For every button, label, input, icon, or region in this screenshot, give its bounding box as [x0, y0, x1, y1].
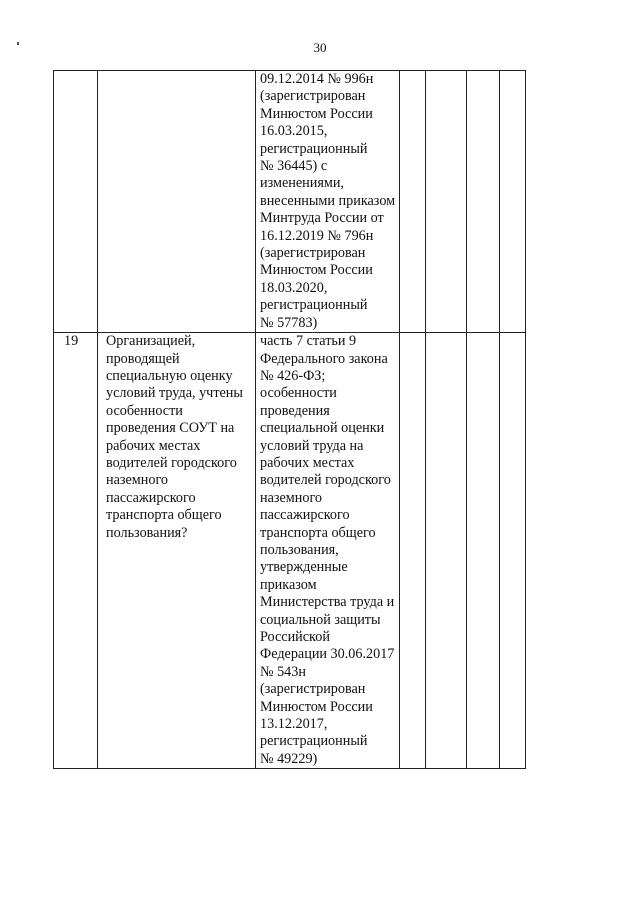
- page-number: 30: [313, 40, 327, 55]
- reference-line: изменениями,: [260, 175, 344, 192]
- empty-cell: [467, 333, 500, 769]
- reference-line: социальной защиты: [260, 611, 381, 628]
- reference-line: (зарегистрирован: [260, 681, 366, 698]
- reference-line: транспорта общего: [260, 524, 376, 541]
- question-line: наземного: [106, 472, 169, 489]
- question-line: проведения СОУТ на: [106, 420, 235, 437]
- empty-cell: [467, 71, 500, 333]
- reference-line: (зарегистрирован: [260, 245, 366, 262]
- reference-line: 16.12.2019 № 796н: [260, 227, 374, 244]
- question-line: пользования?: [106, 524, 188, 541]
- reference-line: внесенными приказом: [260, 192, 396, 209]
- empty-cell: [500, 71, 526, 333]
- question-line: условий труда, учтены: [106, 385, 243, 402]
- reference-line: регистрационный: [260, 297, 368, 314]
- reference-line: проведения: [260, 402, 330, 419]
- reference-line: регистрационный: [260, 140, 368, 157]
- reference-line: рабочих местах: [260, 454, 355, 471]
- reference-line: Минюстом России: [260, 698, 373, 715]
- reference-line: Федерации 30.06.2017: [260, 646, 395, 663]
- reference-line: Минюстом России: [260, 262, 373, 279]
- reference-line: 13.12.2017,: [260, 716, 328, 733]
- reference-line: наземного: [260, 489, 323, 506]
- reference-line: специальной оценки: [260, 420, 385, 437]
- reference-line: Российской: [260, 629, 330, 645]
- empty-cell: [426, 71, 467, 333]
- reference-line: регистрационный: [260, 733, 368, 750]
- empty-cell: [500, 333, 526, 769]
- reference-line: особенности: [260, 385, 337, 402]
- table-row-19: [54, 333, 526, 769]
- row-number-cell: 19: [54, 333, 98, 769]
- reference-line: № 426-ФЗ;: [260, 367, 326, 384]
- question-line: Организацией,: [106, 333, 196, 350]
- reference-line: № 36445) с: [260, 158, 328, 175]
- empty-cell: [426, 333, 467, 769]
- empty-cell: [400, 333, 426, 769]
- reference-line: пассажирского: [260, 507, 350, 524]
- question-line: пассажирского: [106, 489, 196, 506]
- reference-line: (зарегистрирован: [260, 88, 366, 105]
- reference-line: Минтруда России от: [260, 210, 384, 227]
- reference-line: № 543н: [260, 663, 306, 680]
- reference-line: Минюстом России: [260, 105, 373, 122]
- question-cell: [98, 333, 256, 769]
- reference-line: пользования,: [260, 541, 339, 558]
- reference-cell: [256, 71, 400, 333]
- reference-line: № 57783): [260, 314, 318, 331]
- reference-line: 16.03.2015,: [260, 123, 328, 140]
- checklist-table: [53, 70, 526, 769]
- empty-cell: [400, 71, 426, 333]
- question-line: особенности: [106, 402, 183, 419]
- question-line: транспорта общего: [106, 507, 222, 524]
- reference-line: приказом: [260, 576, 317, 593]
- reference-line: утвержденные: [260, 559, 348, 576]
- reference-line: Федерального закона: [260, 350, 388, 367]
- question-cell: [98, 71, 256, 333]
- row-number-cell: [54, 71, 98, 333]
- reference-line: часть 7 статьи 9: [260, 333, 357, 350]
- question-line: водителей городского: [106, 454, 237, 471]
- question-line: рабочих местах: [106, 437, 201, 454]
- reference-line: водителей городского: [260, 472, 391, 489]
- question-line: проводящей: [106, 350, 180, 367]
- reference-line: 09.12.2014 № 996н: [260, 71, 374, 87]
- question-line: специальную оценку: [106, 367, 233, 384]
- reference-line: № 49229): [260, 750, 318, 767]
- reference-line: Министерства труда и: [260, 594, 395, 611]
- reference-line: 18.03.2020,: [260, 279, 328, 296]
- table-row-continuation: [54, 71, 526, 333]
- scan-artifact-mark: [17, 42, 19, 45]
- reference-line: условий труда на: [260, 437, 364, 454]
- reference-cell: [256, 333, 400, 769]
